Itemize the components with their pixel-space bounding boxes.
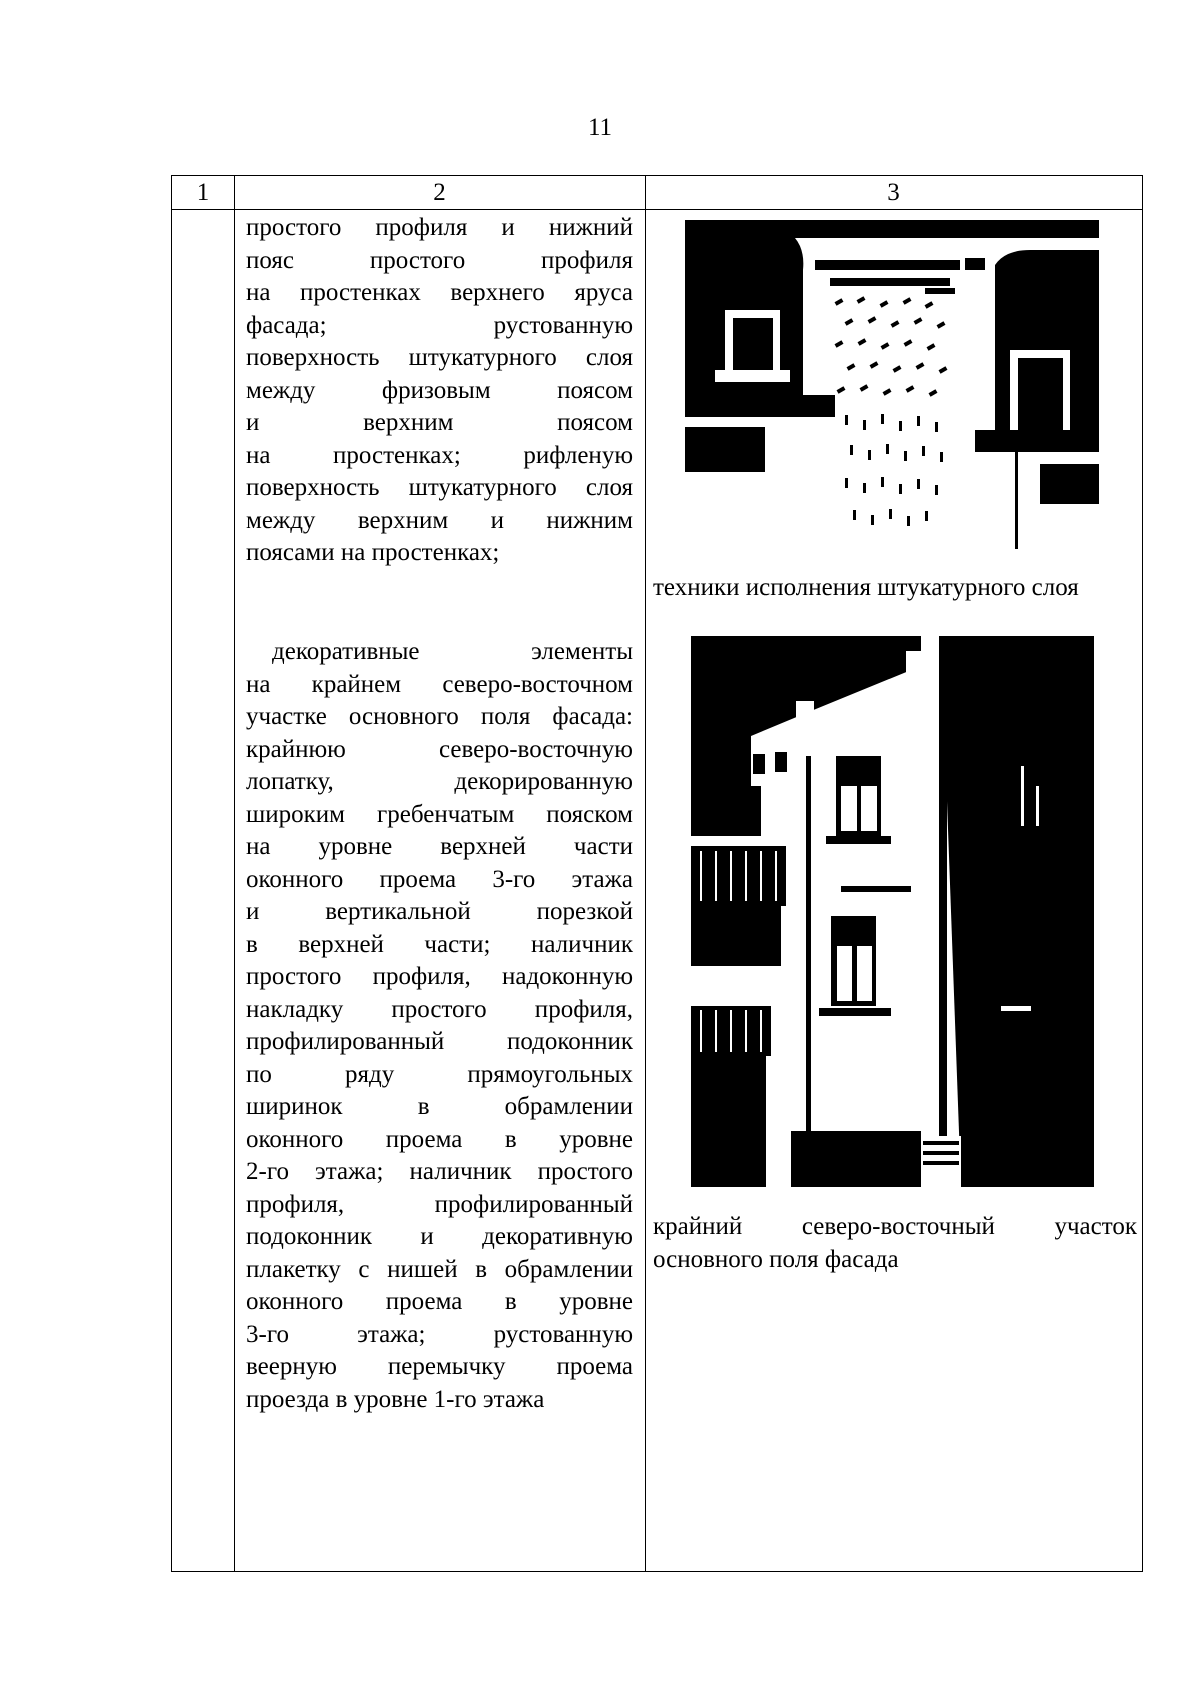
- photo-1-caption: техники исполнения штукатурного слоя: [653, 574, 1079, 601]
- photo-2-caption: [653, 1211, 1137, 1276]
- text-line: на уровне верхней части: [246, 833, 633, 860]
- text-line: проезда в уровне 1-го этажа: [246, 1385, 545, 1413]
- text-line: подоконник и декоративную: [246, 1223, 633, 1250]
- text-line: по ряду прямоугольных: [246, 1060, 633, 1088]
- text-line: поверхность штукатурного слоя: [246, 474, 633, 501]
- text-line: основного поля фасада: [653, 1245, 899, 1273]
- header-col-1: 1: [196, 179, 210, 206]
- text-line: поясами на простенках;: [246, 539, 500, 566]
- text-line: и верхним поясом: [246, 409, 633, 436]
- text-line: между верхним и нижним: [246, 506, 633, 534]
- text-line: в верхней части; наличник: [246, 930, 633, 958]
- text-line: лопатку, декорированную: [246, 768, 633, 795]
- text-line: профиля, профилированный: [246, 1190, 633, 1218]
- text-line: накладку простого профиля,: [246, 995, 633, 1023]
- description-block-2: [246, 636, 633, 1416]
- facade-plaster-photo: [685, 220, 1099, 549]
- text-line: оконного проема в уровне: [246, 1288, 633, 1315]
- header-divider: [172, 209, 1142, 210]
- text-line: 2-го этажа; наличник простого: [246, 1158, 633, 1185]
- column-divider-2: [645, 176, 646, 1571]
- text-line: крайний северо-восточный участок: [653, 1213, 1137, 1240]
- text-line: декоративные элементы: [272, 638, 633, 665]
- text-line: фасада; рустованную: [246, 311, 633, 339]
- text-line: оконного проема в уровне: [246, 1125, 633, 1153]
- text-line: простого профиля и нижний: [246, 214, 633, 241]
- header-col-2: 2: [433, 179, 446, 206]
- text-line: широким гребенчатым пояском: [246, 800, 633, 828]
- text-line: веерную перемычку проема: [246, 1353, 633, 1380]
- text-line: оконного проема 3-го этажа: [246, 865, 633, 893]
- text-line: профилированный подоконник: [246, 1028, 633, 1055]
- text-line: на простенках; рифленую: [246, 441, 633, 469]
- description-block-1: [246, 212, 633, 570]
- text-line: 3-го этажа; рустованную: [246, 1320, 633, 1348]
- text-line: крайнюю северо-восточную: [246, 735, 633, 763]
- text-line: между фризовым поясом: [246, 376, 633, 404]
- text-line: поверхность штукатурного слоя: [246, 344, 633, 371]
- text-line: участке основного поля фасада:: [246, 703, 633, 730]
- text-line: на простенках верхнего яруса: [246, 279, 633, 306]
- text-line: ширинок в обрамлении: [246, 1093, 633, 1120]
- column-divider-1: [234, 176, 235, 1571]
- header-col-3: 3: [887, 179, 900, 206]
- text-line: и вертикальной порезкой: [246, 898, 633, 925]
- text-line: на крайнем северо-восточном: [246, 670, 633, 698]
- content-table: [171, 175, 1143, 1572]
- northeast-facade-photo: [691, 636, 1094, 1187]
- text-line: плакетку с нишей в обрамлении: [246, 1255, 633, 1283]
- text-line: пояс простого профиля: [246, 246, 633, 274]
- page-number: 11: [587, 114, 613, 141]
- text-line: простого профиля, надоконную: [246, 963, 633, 990]
